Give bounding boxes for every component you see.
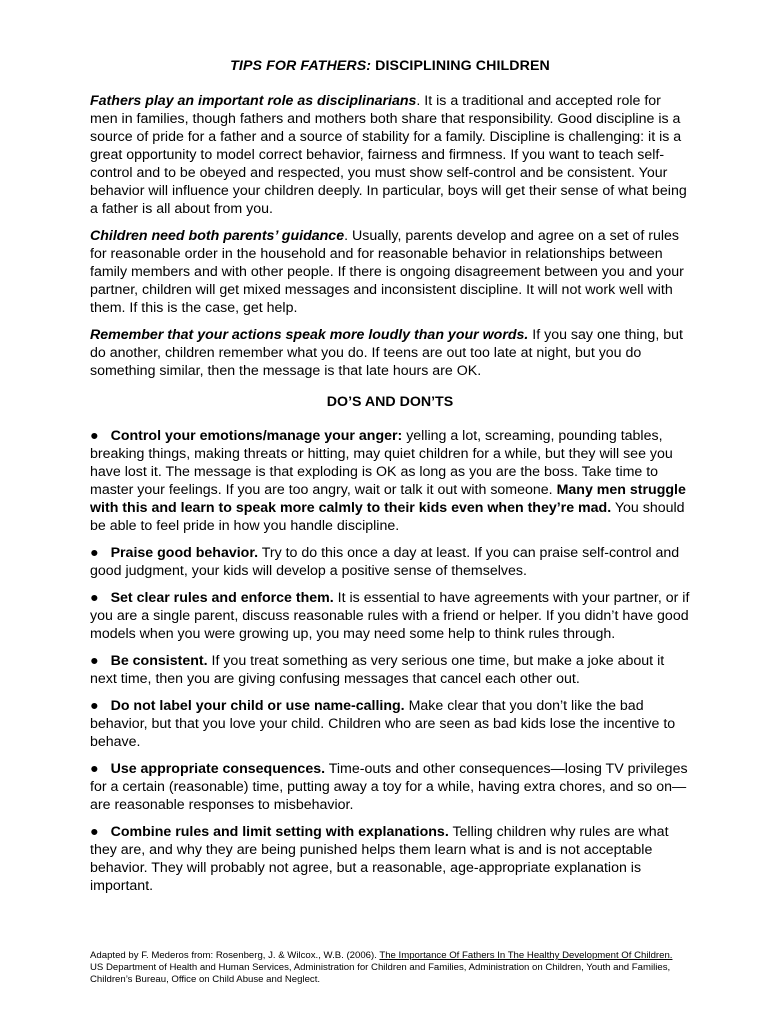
- bullet-item: [90, 652, 690, 688]
- intro-text-2: . Usually, parents develop and agree on a set of rules for reasonable order in the household and for reasonable behavior in relationships between family members and with other people. If there is ongoing disagreement between you and your partner, children will get mixed messages and inconsistent discipline. It will not work well with them. If this is the case, get help.: [90, 228, 684, 316]
- intro-lead-2: Children need both parents’ guidance: [90, 228, 345, 244]
- document-title: [90, 58, 690, 74]
- bullet-icon: ●: [90, 590, 99, 606]
- section-title: DO’S AND DON’TS: [326, 394, 454, 410]
- bullet-head: Control your emotions/manage your anger:: [110, 428, 403, 444]
- intro-text-1: . It is a traditional and accepted role for men in families, though fathers and mothers both share that responsibility. Good discipline is a source of pride for a father and a source of stability for a family. Discipline is challenging: it is a great opportunity to model correct behavior, fairness and firmness. If you want to teach self-control and to be obeyed and respected, you must show self-control and be consistent. Your behavior will influence your children deeply. In particular, boys will get their sense of what being a father is all about from you.: [90, 93, 687, 217]
- intro-lead-3: Remember that your actions speak more loudly than your words.: [90, 327, 529, 343]
- bullet-icon: ●: [90, 428, 99, 444]
- citation-work-title: The Importance Of Fathers In The Healthy Development Of Children.: [379, 950, 673, 961]
- bullet-item: [90, 427, 690, 535]
- bullet-text: Time-outs and other consequences—losing TV privileges for a certain (reasonable) time, putting away a toy for a while, having extra chores, and so on—are reasonable responses to misbehavior.: [90, 761, 688, 813]
- bullet-head: Praise good behavior.: [110, 545, 259, 561]
- bullet-icon: ●: [90, 545, 99, 561]
- bullet-item: [90, 760, 690, 814]
- citation-footer: [90, 950, 678, 986]
- bullet-head: Combine rules and limit setting with explanations.: [110, 824, 449, 840]
- citation-suffix: US Department of Health and Human Services, Administration for Children and Families, Administration on Children, Youth and Families, Children’s Bureau, Office on Child Abuse and Neglect.: [90, 962, 671, 985]
- bullet-text-2: You should be able to feel pride in how you handle discipline.: [90, 500, 685, 534]
- intro-paragraph-2: [90, 227, 690, 317]
- citation-prefix: Adapted by F. Mederos from: Rosenberg, J. & Wilcox., W.B. (2006).: [90, 950, 380, 961]
- bullet-text: yelling a lot, screaming, pounding tables, breaking things, making threats or hitting, may quiet children for a while, but they will see you have lost it. The message is that exploding is OK as long as you are the boss. Take time to master your feelings. If you are too angry, wait or talk it out with someone.: [90, 428, 673, 498]
- bullet-item: [90, 589, 690, 643]
- bullet-text: Telling children why rules are what they are, and why they are being punished helps them learn what is and is not acceptable behavior. They will probably not agree, but a reasonable, age-appropriate explanation is important.: [90, 824, 669, 894]
- bullet-item: [90, 697, 690, 751]
- bullet-text: Make clear that you don’t like the bad behavior, but that you love your child. Children who are seen as bad kids lose the incentive to behave.: [90, 698, 676, 750]
- bullet-head: Be consistent.: [110, 653, 208, 669]
- bullet-item: [90, 823, 690, 895]
- bullet-icon: ●: [90, 761, 99, 777]
- title-italic: TIPS FOR FATHERS:: [230, 58, 372, 74]
- intro-paragraph-3: [90, 326, 690, 380]
- intro-text-3: If you say one thing, but do another, children remember what you do. If teens are out too late at night, but you do something similar, then the message is that late hours are OK.: [90, 327, 683, 379]
- bullet-head: Use appropriate consequences.: [110, 761, 326, 777]
- bullet-icon: ●: [90, 824, 99, 840]
- bullet-bold-mid: Many men struggle with this and learn to speak more calmly to their kids even when they’re mad.: [90, 482, 686, 516]
- bullet-text: Try to do this once a day at least. If you can praise self-control and good judgment, your kids will develop a positive sense of themselves.: [90, 545, 680, 579]
- bullet-head: Do not label your child or use name-calling.: [110, 698, 405, 714]
- bullet-text: It is essential to have agreements with your partner, or if you are a single parent, discuss reasonable rules with a friend or helper. If you didn’t have good models when you were growing up, you may need some help to think rules through.: [90, 590, 690, 642]
- bullet-icon: ●: [90, 653, 99, 669]
- intro-paragraph-1: [90, 92, 690, 218]
- bullet-head: Set clear rules and enforce them.: [110, 590, 334, 606]
- bullet-icon: ●: [90, 698, 99, 714]
- bullet-item: [90, 544, 690, 580]
- bullet-text: If you treat something as very serious one time, but make a joke about it next time, then you are giving confusing messages that cancel each other out.: [90, 653, 665, 687]
- intro-lead-1: Fathers play an important role as disciplinarians: [90, 93, 417, 109]
- title-rest: DISCIPLINING CHILDREN: [371, 58, 550, 74]
